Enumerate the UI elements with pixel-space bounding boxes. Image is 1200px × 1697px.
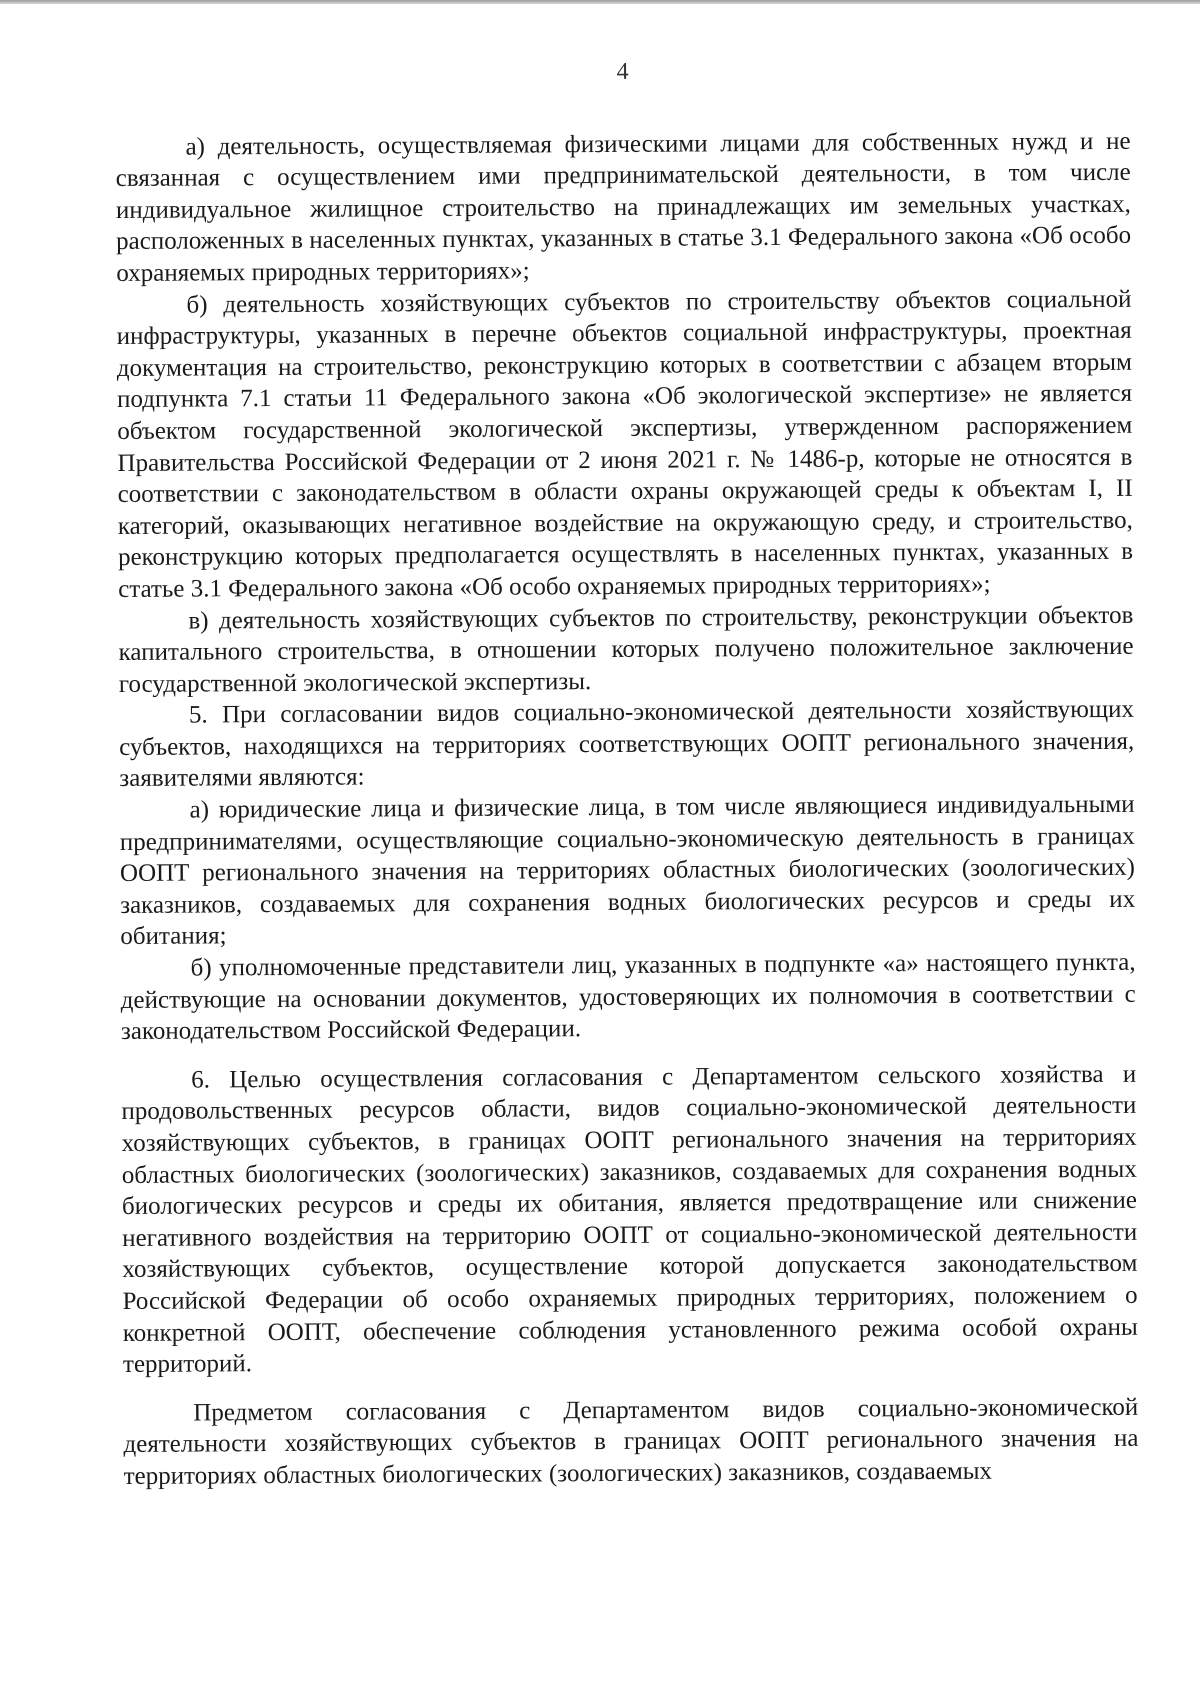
paragraph-4a: а) деятельность, осуществляемая физическими лицами для собственных нужд и не связанная с осуществлением ими предпринимательской деятельности, в том числе индивидуальное жилищное строительство на принадлежащих им земельных участках, расположенных в населенных пунктах, указанных в статье 3.1 Федерального закона «Об особо охраняемых природных территориях»; [115,127,1132,287]
document-page [115,54,1139,1493]
scan-top-edge [0,0,1200,4]
paragraph-4b: б) деятельность хозяйствующих субъектов по строительству объектов социальной инфраструктуры, указанных в перечне объектов социальной инфраструктуры, проектная документация на строительство, реконструкцию которых в соответствии с абзацем вторым подпункта 7.1 статьи 11 Федерального закона «Об экологической экспертизе» не является объектом государственной экологической экспертизы, утвержденном распоряжением Правительства Российской Федерации от 2 июня 2021 г. № 1486-р, которые не относятся в соответствии с законодательством в области охраны окружающей среды к объектам I, II категорий, оказывающих негативное воздействие на окружающую среду, и строительство, реконструкцию которых предполагается осуществлять в населенных пунктах, указанных в статье 3.1 Федерального закона «Об особо охраняемых природных территориях»; [116,285,1134,603]
paragraph-6: 6. Целью осуществления согласования с Департаментом сельского хозяйства и продовольственных ресурсов области, видов социально-экономической деятельности хозяйствующих субъектов, в границах ООПТ регионального значения на территориях областных биологических (зоологических) заказников, создаваемых для сохранения водных биологических ресурсов и среды их обитания, является предотвращение или снижение негативного воздействия на территорию ООПТ от социально-экономической деятельности хозяйствующих субъектов, осуществление которой допускается законодательством Российской Федерации об особо охраняемых природных территориях, положением о конкретной ООПТ, обеспечение соблюдения установленного режима особой охраны территорий. [121,1060,1138,1379]
paragraph-subject: Предметом согласования с Департаментом видов социально-экономической деятельности хозяйствующих субъектов в границах ООПТ регионального значения на территориях областных биологических (зоологических) заказников, создаваемых [123,1393,1139,1490]
paragraph-5a: а) юридические лица и физические лица, в том числе являющиеся индивидуальными предпринимателями, осуществляющие социально-экономическую деятельность в границах ООПТ регионального значения на территориях областных биологических (зоологических) заказников, создаваемых для сохранения водных биологических ресурсов и среды их обитания; [119,790,1136,951]
paragraph-4v: в) деятельность хозяйствующих субъектов по строительству, реконструкции объектов капитального строительства, в отношении которых получено положительное заключение государственной экологической экспертизы. [118,601,1134,698]
paragraph-5b: б) уполномоченные представители лиц, указанных в подпункте «а» настоящего пункта, действующие на основании документов, удостоверяющих их полномочия в соответствии с законодательством Российской Федерации. [120,948,1136,1046]
page-number: 4 [616,58,629,85]
paragraph-5: 5. При согласовании видов социально-экономической деятельности хозяйствующих субъектов, находящихся на территориях соответствующих ООПТ регионального значения, заявителями являются: [119,696,1135,793]
